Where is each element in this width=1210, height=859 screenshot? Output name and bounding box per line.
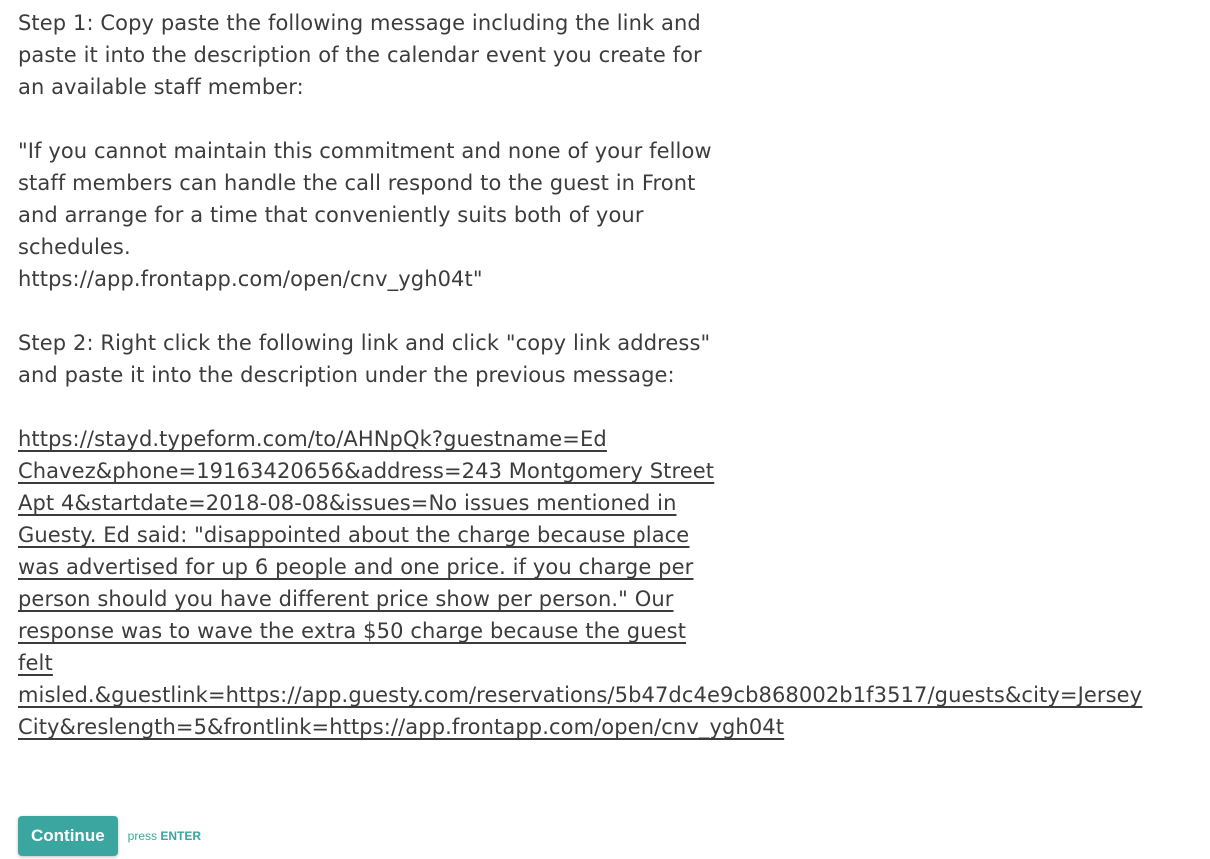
link-line[interactable]: Chavez&phone=19163420656&address=243 Montgomery Street — [18, 459, 715, 483]
link-line[interactable]: https://stayd.typeform.com/to/AHNpQk?guestname=Ed — [18, 427, 607, 451]
typeform-link[interactable] — [18, 423, 1203, 743]
spacer — [18, 295, 1203, 327]
link-line[interactable]: Guesty. Ed said: "disappointed about the charge because place — [18, 523, 690, 547]
step2-line: and paste it into the description under the previous message: — [18, 363, 675, 387]
step1-line: Step 1: Copy paste the following message including the link and — [18, 11, 701, 35]
actions-bar — [18, 816, 201, 856]
continue-button[interactable]: Continue — [18, 816, 118, 856]
link-line[interactable]: Apt 4&startdate=2018-08-08&issues=No issues mentioned in — [18, 491, 677, 515]
step1-line: paste it into the description of the calendar event you create for — [18, 43, 702, 67]
message-line: and arrange for a time that conveniently suits both of your — [18, 203, 644, 227]
link-line[interactable]: misled.&guestlink=https://app.guesty.com/reservations/5b47dc4e9cb868002b1f3517/guests&city=Jersey — [18, 683, 1143, 707]
message-text — [18, 135, 758, 295]
step1-instructions — [18, 7, 758, 103]
message-line: "If you cannot maintain this commitment and none of your fellow — [18, 139, 712, 163]
spacer — [18, 391, 1203, 423]
link-line[interactable]: City&reslength=5&frontlink=https://app.frontapp.com/open/cnv_ygh04t — [18, 715, 785, 739]
step2-line: Step 2: Right click the following link and click "copy link address" — [18, 331, 711, 355]
statement-content — [18, 7, 1203, 743]
step1-line: an available staff member: — [18, 75, 304, 99]
link-line[interactable]: person should you have different price show per person." Our — [18, 587, 674, 611]
step2-instructions — [18, 327, 758, 391]
message-line: schedules. — [18, 235, 131, 259]
keyboard-hint — [128, 829, 201, 843]
message-line: https://app.frontapp.com/open/cnv_ygh04t" — [18, 267, 483, 291]
hint-prefix: press — [127, 829, 157, 843]
hint-key: ENTER — [160, 829, 202, 843]
link-line[interactable]: was advertised for up 6 people and one price. if you charge per — [18, 555, 694, 579]
message-line: staff members can handle the call respond to the guest in Front — [18, 171, 696, 195]
link-line[interactable]: felt — [18, 651, 53, 675]
link-line[interactable]: response was to wave the extra $50 charge because the guest — [18, 619, 687, 643]
spacer — [18, 103, 1203, 135]
